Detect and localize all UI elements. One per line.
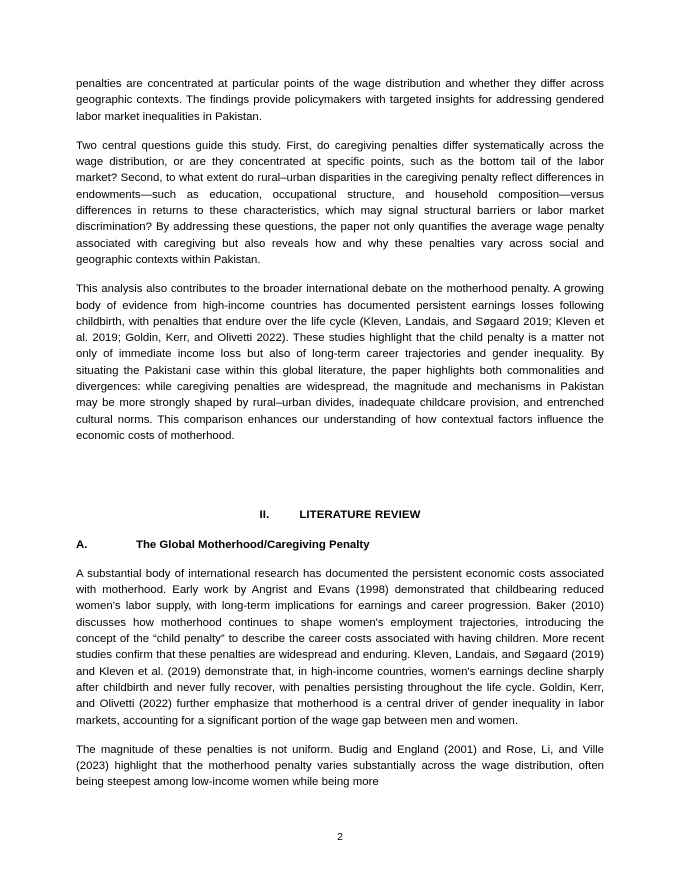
- section-heading-literature-review: [76, 507, 604, 523]
- section-numeral: II.: [259, 509, 270, 522]
- paragraph-continuation: penalties are concentrated at particular points of the wage distribution and whether they differ across geographic contexts. The findings provide policymakers with targeted insights for addressing gendered labor market inequalities in Pakistan.: [76, 78, 604, 123]
- sub-heading-title: The Global Motherhood/Caregiving Penalty: [136, 538, 370, 551]
- section-title: LITERATURE REVIEW: [299, 509, 421, 522]
- page-number: 2: [337, 831, 343, 843]
- sub-heading-letter: A.: [76, 538, 88, 551]
- sub-heading-global-penalty: [76, 537, 604, 553]
- paragraph-international-debate: This analysis also contributes to the broader international debate on the motherhood penalty. A growing body of evidence from high-income countries has documented persistent earnings losses following childbirth, with penalties that endure over the life cycle (Kleven, Landais, and Søgaard 2019; Kleven et al. 2019; Goldin, Kerr, and Olivetti 2022). These studies highlight that the child penalty is a matter not only of immediate income loss but also of long-term career trajectories and gender inequality. By situating the Pakistani case within this global literature, the paper highlights both commonalities and divergences: while caregiving penalties are widespread, the magnitude and mechanisms in Pakistan may be more strongly shaped by rural–urban divides, inadequate childcare provision, and entrenched cultural norms. This comparison enhances our understanding of how contextual factors influence the economic costs of motherhood.: [76, 283, 604, 442]
- paragraph-research-questions: Two central questions guide this study. First, do caregiving penalties differ systematically across the wage distribution, or are they concentrated at specific points, such as the bottom tail of the labor market? Second, to what extent do rural–urban disparities in the caregiving penalty reflect differences in endowments—such as education, occupational structure, and household composition—versus differences in returns to these characteristics, which may signal structural barriers or labor market discrimination? By addressing these questions, the paper not only quantifies the average wage penalty associated with caregiving but also reveals how and why these penalties vary across social and geographic contexts within Pakistan.: [76, 139, 604, 266]
- paragraph-penalty-magnitude: The magnitude of these penalties is not uniform. Budig and England (2001) and Rose, Li, and Ville (2023) highlight that the motherhood penalty varies substantially across the wage distribution, often being steepest among low-income women while being more: [76, 743, 604, 789]
- paragraph-international-research: A substantial body of international research has documented the persistent economic costs associated with motherhood. Early work by Angrist and Evans (1998) demonstrated that childbearing reduced women's labor supply, with long-term implications for earnings and career progression. Baker (2010) discusses how motherhood continues to shape women's employment trajectories, introducing the concept of the “child penalty” to describe the career costs associated with having children. More recent studies confirm that these penalties are widespread and enduring. Kleven, Landais, and Søgaard (2019) and Kleven et al. (2019) demonstrate that, in high-income countries, women's earnings decline sharply after childbirth and never fully recover, with penalties persisting throughout the life cycle. Goldin, Kerr, and Olivetti (2022) further emphasize that motherhood is a central driver of gender inequality in labor markets, accounting for a significant portion of the wage gap between men and women.: [76, 567, 604, 727]
- section-spacer: [76, 457, 604, 477]
